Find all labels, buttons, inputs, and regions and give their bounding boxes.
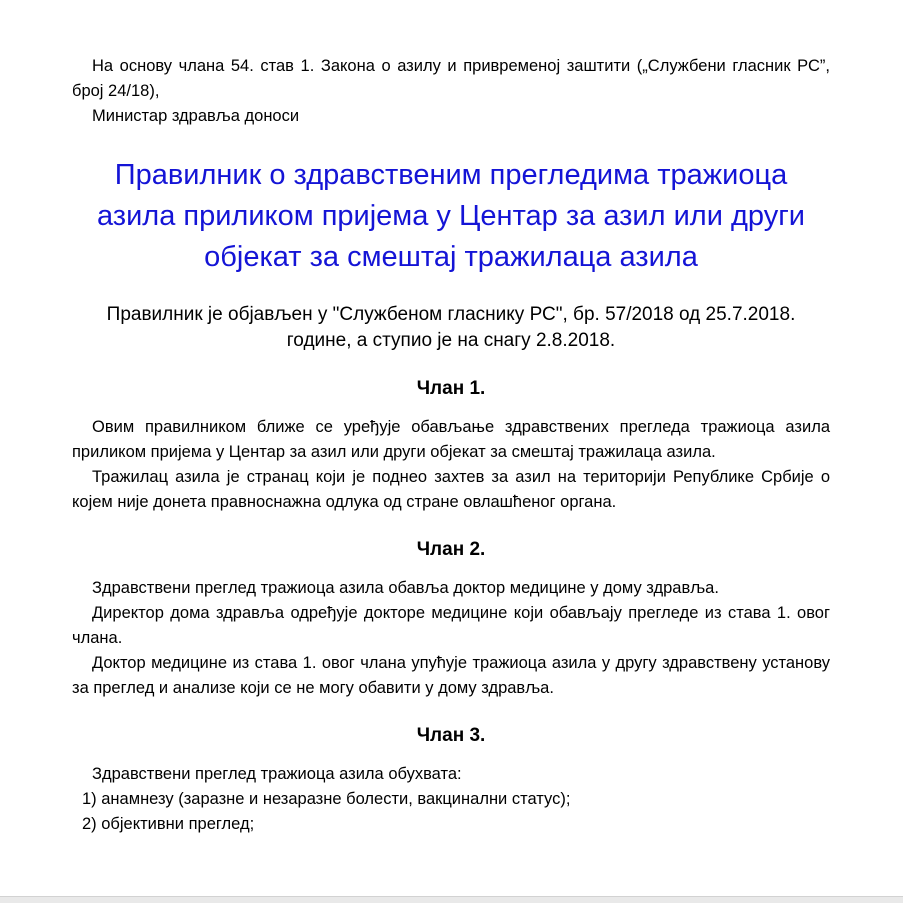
intro-minister-line: Министар здравља доноси — [92, 107, 300, 125]
article-3-paragraph: Здравствени преглед тражиоца азила обухвата: — [92, 765, 462, 783]
page-bottom-edge — [0, 896, 903, 903]
article-3-list-item: 1) анамнезу (заразне и незаразне болести, вакцинални статус); — [82, 790, 571, 808]
article-2-heading: Члан 2. — [416, 539, 486, 560]
article-2-paragraph: Директор дома здравља одређује докторе медицине који обављају прегледе из става 1. овог члана. — [72, 604, 830, 647]
article-1-heading: Члан 1. — [416, 378, 486, 399]
article-2-paragraph: Здравствени преглед тражиоца азила обавља доктор медицине у дому здравља. — [92, 579, 719, 597]
article-3-heading: Члан 3. — [416, 725, 486, 746]
article-1-paragraph: Овим правилником ближе се уређује обављање здравствених прегледа тражиоца азила приликом пријема у Центар за азил или други објекат за смештај тражилаца азила. — [72, 418, 830, 461]
article-2-paragraph: Доктор медицине из става 1. овог члана упућује тражиоца азила у другу здравствену установу за преглед и анализе који се не могу обавити у дому здравља. — [72, 654, 830, 697]
article-1-paragraph: Тражилац азила је странац који је поднео захтев за азил на територији Републике Србије о којем није донета правноснажна одлука од стране овлашћеног органа. — [72, 468, 830, 511]
document-title: Правилник о здравственим прегледима тражиоца азила приликом пријема у Центар за азил или други објекат за смештај тражилаца азила — [97, 159, 805, 273]
intro-basis-paragraph: На основу члана 54. став 1. Закона о азилу и привременој заштити („Службени гласник РС”, број 24/18), — [72, 57, 830, 100]
publication-note: Правилник је објављен у "Службеном гласнику РС", бр. 57/2018 од 25.7.2018. године, а ступио је на снагу 2.8.2018. — [106, 304, 796, 351]
article-3-list-item: 2) објективни преглед; — [82, 815, 255, 833]
